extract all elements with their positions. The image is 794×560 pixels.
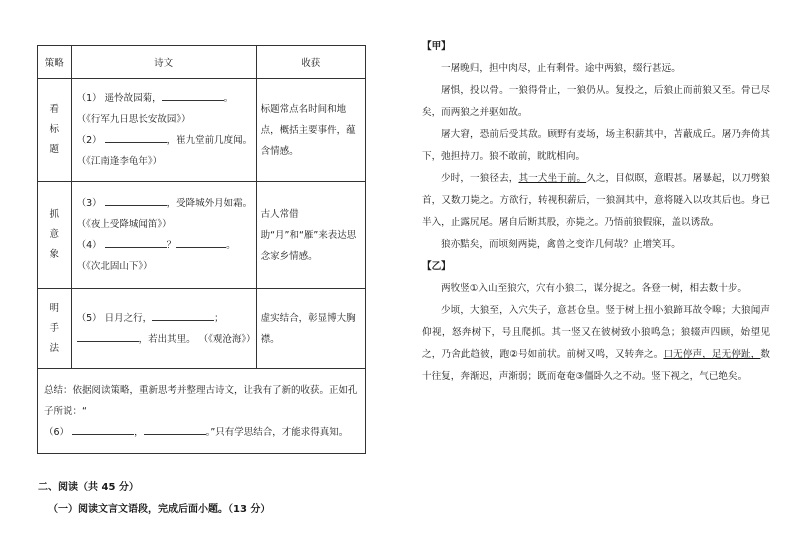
answer-blank[interactable]	[105, 239, 167, 248]
poem-cell	[71, 79, 256, 182]
poem-line: （《夜上受降城闻笛》）	[76, 219, 172, 230]
answer-blank[interactable]	[105, 134, 167, 143]
answer-blank[interactable]	[72, 426, 134, 435]
reading-strategy-table	[37, 45, 366, 454]
poem-cell	[71, 182, 256, 289]
answer-blank[interactable]	[77, 333, 139, 342]
underlined-sentence: 口无停声，足无停趾，	[663, 349, 761, 360]
poem-line: （1） 遥怜故园菊， 。	[76, 93, 234, 104]
answer-blank[interactable]	[144, 426, 206, 435]
table-row	[38, 79, 366, 182]
header-strategy: 策略	[38, 46, 72, 79]
harvest-cell: 古人常借助“月”和“雁”来表达思念家乡情感。	[256, 182, 365, 289]
section-title: 二、阅读（共 45 分）	[38, 482, 139, 493]
summary-text: 总结：依据阅读策略，重新思考并整理古诗文，让我有了新的收获。正如孔子所说：“	[44, 384, 358, 417]
passage-a-label: 【甲】	[422, 41, 451, 52]
summary-cell	[38, 369, 366, 454]
table-row	[38, 289, 366, 369]
passage-a-paragraph: 少时，一狼径去，其一犬坐于前。久之，目似瞑，意暇甚。屠暴起，以刀劈狼首，又数刀毙之。方欲行，转视积薪后，一狼洞其中，意将隧入以攻其后也。身已半入，止露尻尾。屠自后断其股，亦毙之。乃悟前狼假寐，盖以诱敌。	[422, 173, 771, 228]
reading-passages	[422, 36, 770, 388]
summary-row	[38, 369, 366, 454]
passage-b-paragraph: 两牧竖①入山至狼穴，穴有小狼二，谋分捉之。各登一树，相去数十步。	[441, 283, 748, 294]
passage-a-paragraph: 一屠晚归，担中肉尽，止有剩骨。途中两狼，缀行甚远。	[441, 63, 681, 74]
poem-line: ，若出其里。 （《观沧海》）	[77, 329, 256, 350]
section-subtitle: （一）阅读文言文语段，完成后面小题。（13 分）	[48, 504, 271, 515]
poem-line: （3） ，受降城外月如霜。	[76, 198, 253, 209]
strategy-cell: 看 标 题	[38, 79, 72, 182]
passage-b-paragraph: 少顷，大狼至，入穴失子，意甚仓皇。竖于树上扭小狼蹄耳故令嗥；大狼闻声仰视，怒奔树下，号且爬抓。其一竖又在彼树致小狼鸣急；狼辍声四顾，始望见之，乃舍此趋彼，跑②号如前状。前树又鸣，又转奔之。口无停声，足无停趾，数十往复，奔渐迟，声渐弱；既而奄奄③僵卧久之不动。竖下视之，气已绝矣。	[422, 305, 770, 382]
answer-blank[interactable]	[162, 92, 224, 101]
strategy-cell: 抓 意 象	[38, 182, 72, 289]
poem-line: （《行军九日思长安故园》）	[76, 114, 191, 125]
answer-blank[interactable]	[105, 197, 167, 206]
header-poem: 诗文	[71, 46, 256, 79]
table-row	[38, 182, 366, 289]
poem-line: （5） 日月之行， ；	[76, 312, 224, 324]
passage-b-label: 【乙】	[422, 261, 451, 272]
poem-cell	[71, 289, 256, 369]
passage-a-paragraph: 屠大窘，恐前后受其敌。顾野有麦场，场主积薪其中，苫蔽成丘。屠乃奔倚其下，弛担持刀。狼不敢前，眈眈相向。	[422, 129, 770, 162]
poem-line: （《次北固山下》）	[76, 261, 153, 272]
poem-line: （4） ？ 。	[76, 240, 236, 251]
passage-a-paragraph: 屠惧，投以骨。一狼得骨止，一狼仍从。复投之，后狼止而前狼又至。骨已尽矣，而两狼之并驱如故。	[422, 85, 770, 118]
harvest-cell: 虚实结合，彰显博大胸襟。	[256, 289, 365, 369]
strategy-cell: 明 手 法	[38, 289, 72, 369]
table-header-row	[38, 46, 366, 79]
poem-line: （2） ，崔九堂前几度闻。	[76, 135, 253, 146]
answer-blank[interactable]	[152, 312, 214, 321]
underlined-sentence: 其一犬坐于前。	[518, 173, 587, 184]
answer-blank[interactable]	[176, 239, 226, 248]
harvest-cell: 标题常点名时间和地点，概括主要事件，蕴含情感。	[256, 79, 365, 182]
poem-line: （《江南逢李龟年》）	[76, 156, 163, 167]
summary-question: （6） ， 。”只有学思结合，才能求得真知。	[44, 426, 349, 438]
passage-a-paragraph: 狼亦黠矣，而顷刻两毙，禽兽之变诈几何哉？止增笑耳。	[441, 239, 681, 250]
header-harvest: 收获	[256, 46, 365, 79]
